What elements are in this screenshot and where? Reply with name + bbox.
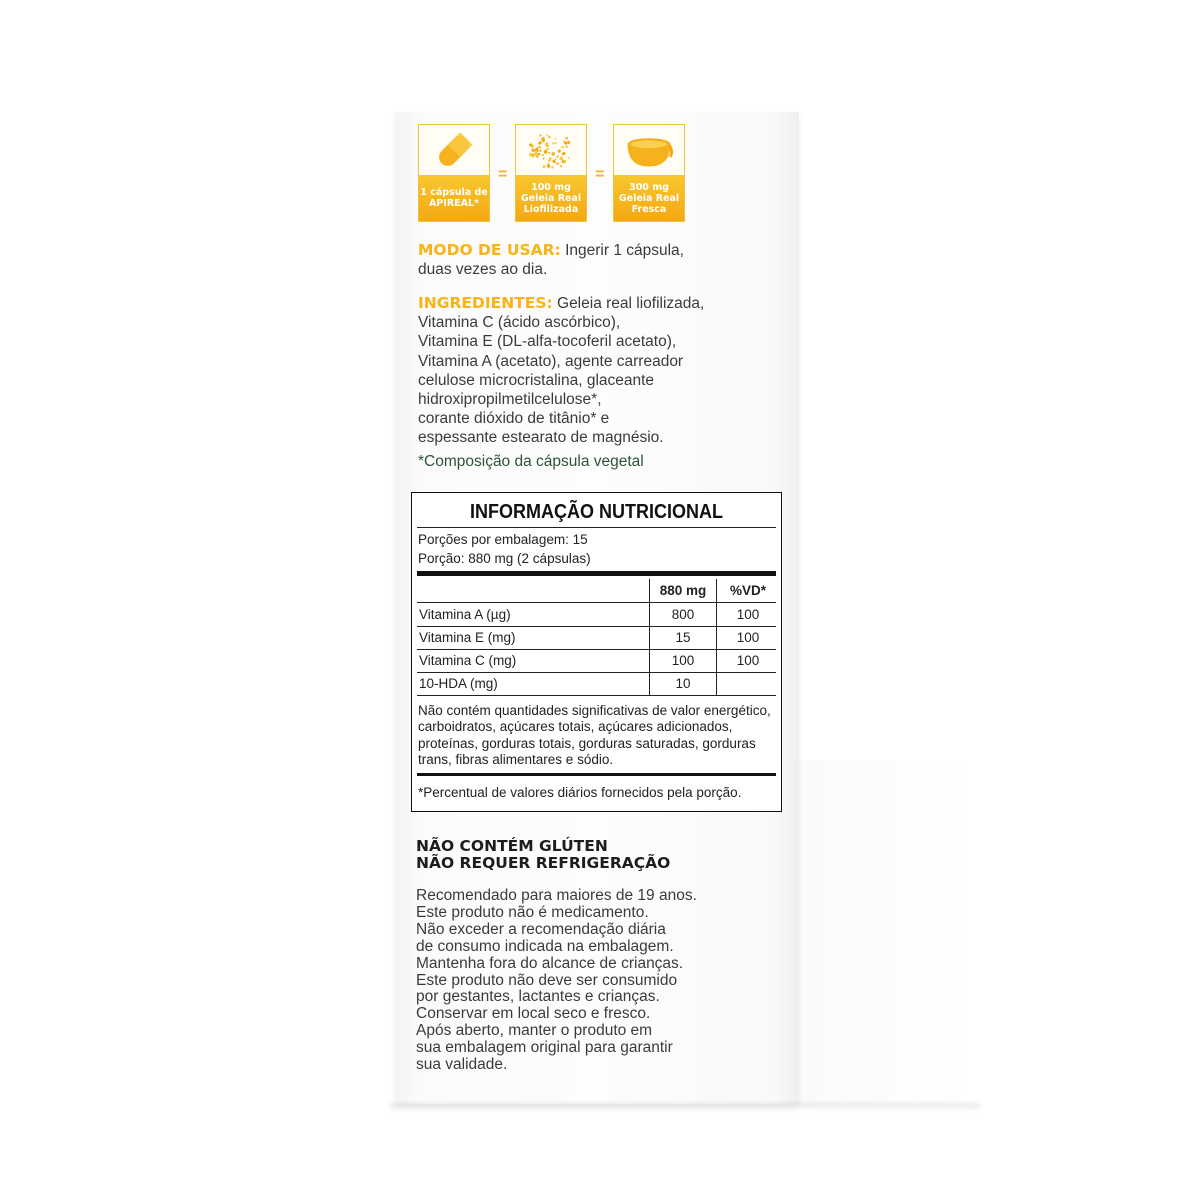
thick-divider	[417, 571, 776, 576]
nutrient-amount: 15	[649, 626, 716, 649]
nutrition-title: INFORMAÇÃO NUTRICIONAL	[470, 501, 723, 523]
nutrient-name: Vitamina A (µg)	[419, 607, 511, 622]
divider	[417, 527, 776, 528]
powder-icon	[516, 125, 586, 175]
warnings-text: Recomendado para maiores de 19 anos. Este produto não é medicamento. Não exceder a recomendação diária de consumo indicada na embalagem. Mantenha fora do alcance de crianças. Este produto não deve ser consumido por gestantes, lactantes e crianças. Conservar em local seco e fresco. Após aberto, manter o produto em sua embalagem original para garantir sua validade.	[416, 887, 697, 1074]
equivalence-tile-powder	[515, 124, 587, 222]
nutrient-amount: 10	[649, 672, 716, 695]
gluten-free-claim: NÃO CONTÉM GLÚTEN	[416, 837, 608, 855]
jelly-bowl-icon	[614, 125, 684, 175]
usage-label: MODO DE USAR:	[418, 241, 561, 259]
usage-instructions	[418, 241, 684, 279]
capsule-composition-note: *Composição da cápsula vegetal	[418, 453, 644, 470]
nutrient-vd: 100	[716, 626, 779, 649]
nutrient-vd: 100	[716, 603, 779, 626]
nutrient-amount: 800	[649, 603, 716, 626]
equivalence-tile-capsule	[418, 124, 490, 222]
claims	[416, 838, 670, 872]
not-significant-note: Não contém quantidades significativas de valor energético, carboidratos, açúcares totais, açúcares adicionados, proteínas, gorduras totais, gorduras saturadas, gorduras trans, fibras alimentares e sódio.	[418, 703, 771, 768]
equivalence-tile-fresh	[613, 124, 685, 222]
equals-sign: =	[498, 166, 508, 183]
thick-divider	[417, 773, 776, 776]
serving-size: Porção: 880 mg (2 cápsulas)	[418, 551, 591, 566]
nutrient-vd	[716, 672, 779, 695]
tile-caption: 1 cápsula de APIREAL*	[419, 175, 489, 221]
equals-sign: =	[595, 166, 605, 183]
tile-caption: 300 mg Geleia Real Fresca	[614, 175, 684, 221]
column-amount: 880 mg	[649, 579, 716, 602]
nutrient-amount: 100	[649, 649, 716, 672]
table-row	[417, 672, 776, 696]
nutrient-name: Vitamina E (mg)	[419, 630, 516, 645]
no-refrigeration-claim: NÃO REQUER REFRIGERAÇÃO	[416, 854, 671, 872]
table-row	[417, 603, 776, 627]
vd-footnote: *Percentual de valores diários fornecidos pela porção.	[418, 785, 742, 800]
nutrition-facts-table	[411, 492, 782, 812]
nutrient-vd: 100	[716, 649, 779, 672]
ingredients-label: INGREDIENTES:	[418, 294, 553, 312]
nutrient-name: 10-HDA (mg)	[419, 676, 498, 691]
ingredients	[418, 294, 704, 448]
table-row	[417, 649, 776, 673]
table-header-row	[417, 579, 776, 603]
box-side-shadow	[799, 760, 979, 1105]
servings-per-package: Porções por embalagem: 15	[418, 532, 588, 547]
column-vd: %VD*	[716, 579, 779, 602]
box-floor-shadow	[390, 1103, 980, 1111]
tile-caption: 100 mg Geleia Real Liofilizada	[516, 175, 586, 221]
usage-text: Ingerir 1 cápsula, duas vezes ao dia.	[418, 242, 684, 279]
capsule-icon	[419, 125, 489, 175]
table-row	[417, 626, 776, 650]
ingredients-text: Geleia real liofilizada, Vitamina C (ácido ascórbico), Vitamina E (DL-alfa-tocoferil acetato), Vitamina A (acetato), agente carreador celulose microcristalina, glaceante hidroxipropilmetilcelulose*, corante dióxido de titânio* e espessante estearato de magnésio.	[418, 295, 705, 447]
nutrient-name: Vitamina C (mg)	[419, 653, 517, 668]
